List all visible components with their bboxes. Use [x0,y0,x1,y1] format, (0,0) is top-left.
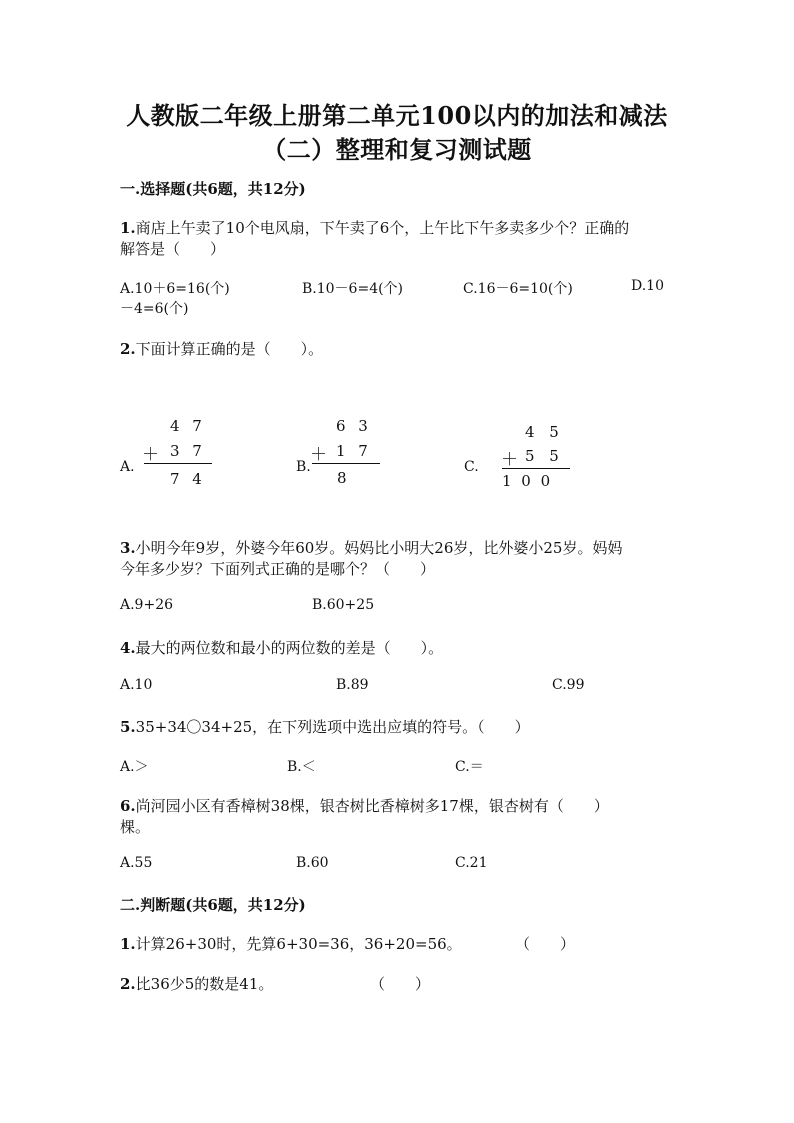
question-6-line2: 棵。 [120,818,151,836]
judgement-2 [120,973,273,994]
question-number: 6. [120,797,136,815]
option-d-continued: －4=6(个) [120,301,189,317]
question-number: 3. [120,539,136,557]
option-a-vertical-addition[interactable] [120,415,220,495]
addend-bottom: 5 5 [525,447,559,465]
question-4-line1 [120,637,443,658]
question-text: 小明今年9岁，外婆今年60岁。妈妈比小明大26岁，比外婆小25岁。妈妈 [135,539,623,557]
question-text: 计算26+30时，先算6+30=36，36+20=56。 [135,935,462,953]
addend-top: 6 3 [336,417,368,435]
option-label: C. [464,459,479,475]
option-b[interactable]: B.10－6=4(个) [302,281,404,297]
option-label: B. [296,459,311,475]
question-text: 35+34〇34+25，在下列选项中选出应填的符号。（ ） [135,718,530,736]
page-title-line1: 人教版二年级上册第二单元100以内的加法和减法 [126,101,668,130]
plus-sign: ＋ [501,450,518,470]
option-d[interactable]: D.10 [631,278,664,294]
plus-sign: ＋ [310,445,327,465]
sum-result: 8 [337,469,347,487]
plus-sign: ＋ [142,445,159,465]
option-c-vertical-addition[interactable] [464,421,584,501]
option-c[interactable]: C.99 [552,677,585,693]
option-b-vertical-addition[interactable] [296,415,396,495]
answer-blank[interactable]: （ ） [515,935,576,953]
question-number: 1. [120,935,136,953]
question-1-line2: 解答是（ ） [120,240,226,258]
page-title-line2: （二）整理和复习测试题 [262,135,532,164]
sum-line [502,468,570,469]
option-a[interactable]: A.10＋6=16(个) [120,281,230,297]
question-text: 最大的两位数和最小的两位数的差是（ ）。 [135,639,444,657]
question-number: 2. [120,340,136,358]
option-a[interactable]: A.55 [120,855,153,871]
question-number: 2. [120,975,136,993]
question-1-line1 [120,217,629,238]
question-2-line1 [120,338,323,359]
question-6-line1 [120,795,609,816]
question-number: 4. [120,639,136,657]
question-number: 5. [120,718,136,736]
option-a[interactable]: A.9+26 [120,597,174,613]
sum-result: 7 4 [170,470,202,488]
option-b[interactable]: B.89 [336,677,369,693]
judgement-1 [120,933,462,954]
option-c[interactable]: C.21 [455,855,488,871]
option-b[interactable]: B.＜ [287,759,316,775]
addend-top: 4 7 [170,417,202,435]
option-a[interactable]: A.10 [120,677,153,693]
question-text: 比36少5的数是41。 [135,975,274,993]
answer-blank[interactable]: （ ） [370,975,431,993]
section-2-heading: 二.判断题(共6题，共12分) [120,896,306,914]
sum-line [144,463,212,464]
question-3-line1 [120,537,622,558]
question-5-line1 [120,716,530,737]
addend-bottom: 1 7 [336,442,368,460]
section-1-heading: 一.选择题(共6题，共12分) [120,180,306,198]
question-text: 商店上午卖了10个电风扇，下午卖了6个，上午比下午多卖多少个？正确的 [135,219,630,237]
question-3-line2: 今年多少岁？下面列式正确的是哪个？（ ） [120,560,436,578]
option-label: A. [120,459,135,475]
question-text: 尚河园小区有香樟树38棵，银杏树比香樟树多17棵，银杏树有（ ） [135,797,609,815]
addend-bottom: 3 7 [170,442,202,460]
sum-result: 1 0 0 [502,472,551,490]
addend-top: 4 5 [525,423,559,441]
option-b[interactable]: B.60+25 [312,597,375,613]
question-text: 下面计算正确的是（ ）。 [135,340,324,358]
question-number: 1. [120,219,136,237]
option-b[interactable]: B.60 [296,855,329,871]
option-c[interactable]: C.＝ [455,759,484,775]
option-a[interactable]: A.＞ [120,759,149,775]
option-c[interactable]: C.16－6=10(个) [463,281,573,297]
sum-line [312,463,380,464]
